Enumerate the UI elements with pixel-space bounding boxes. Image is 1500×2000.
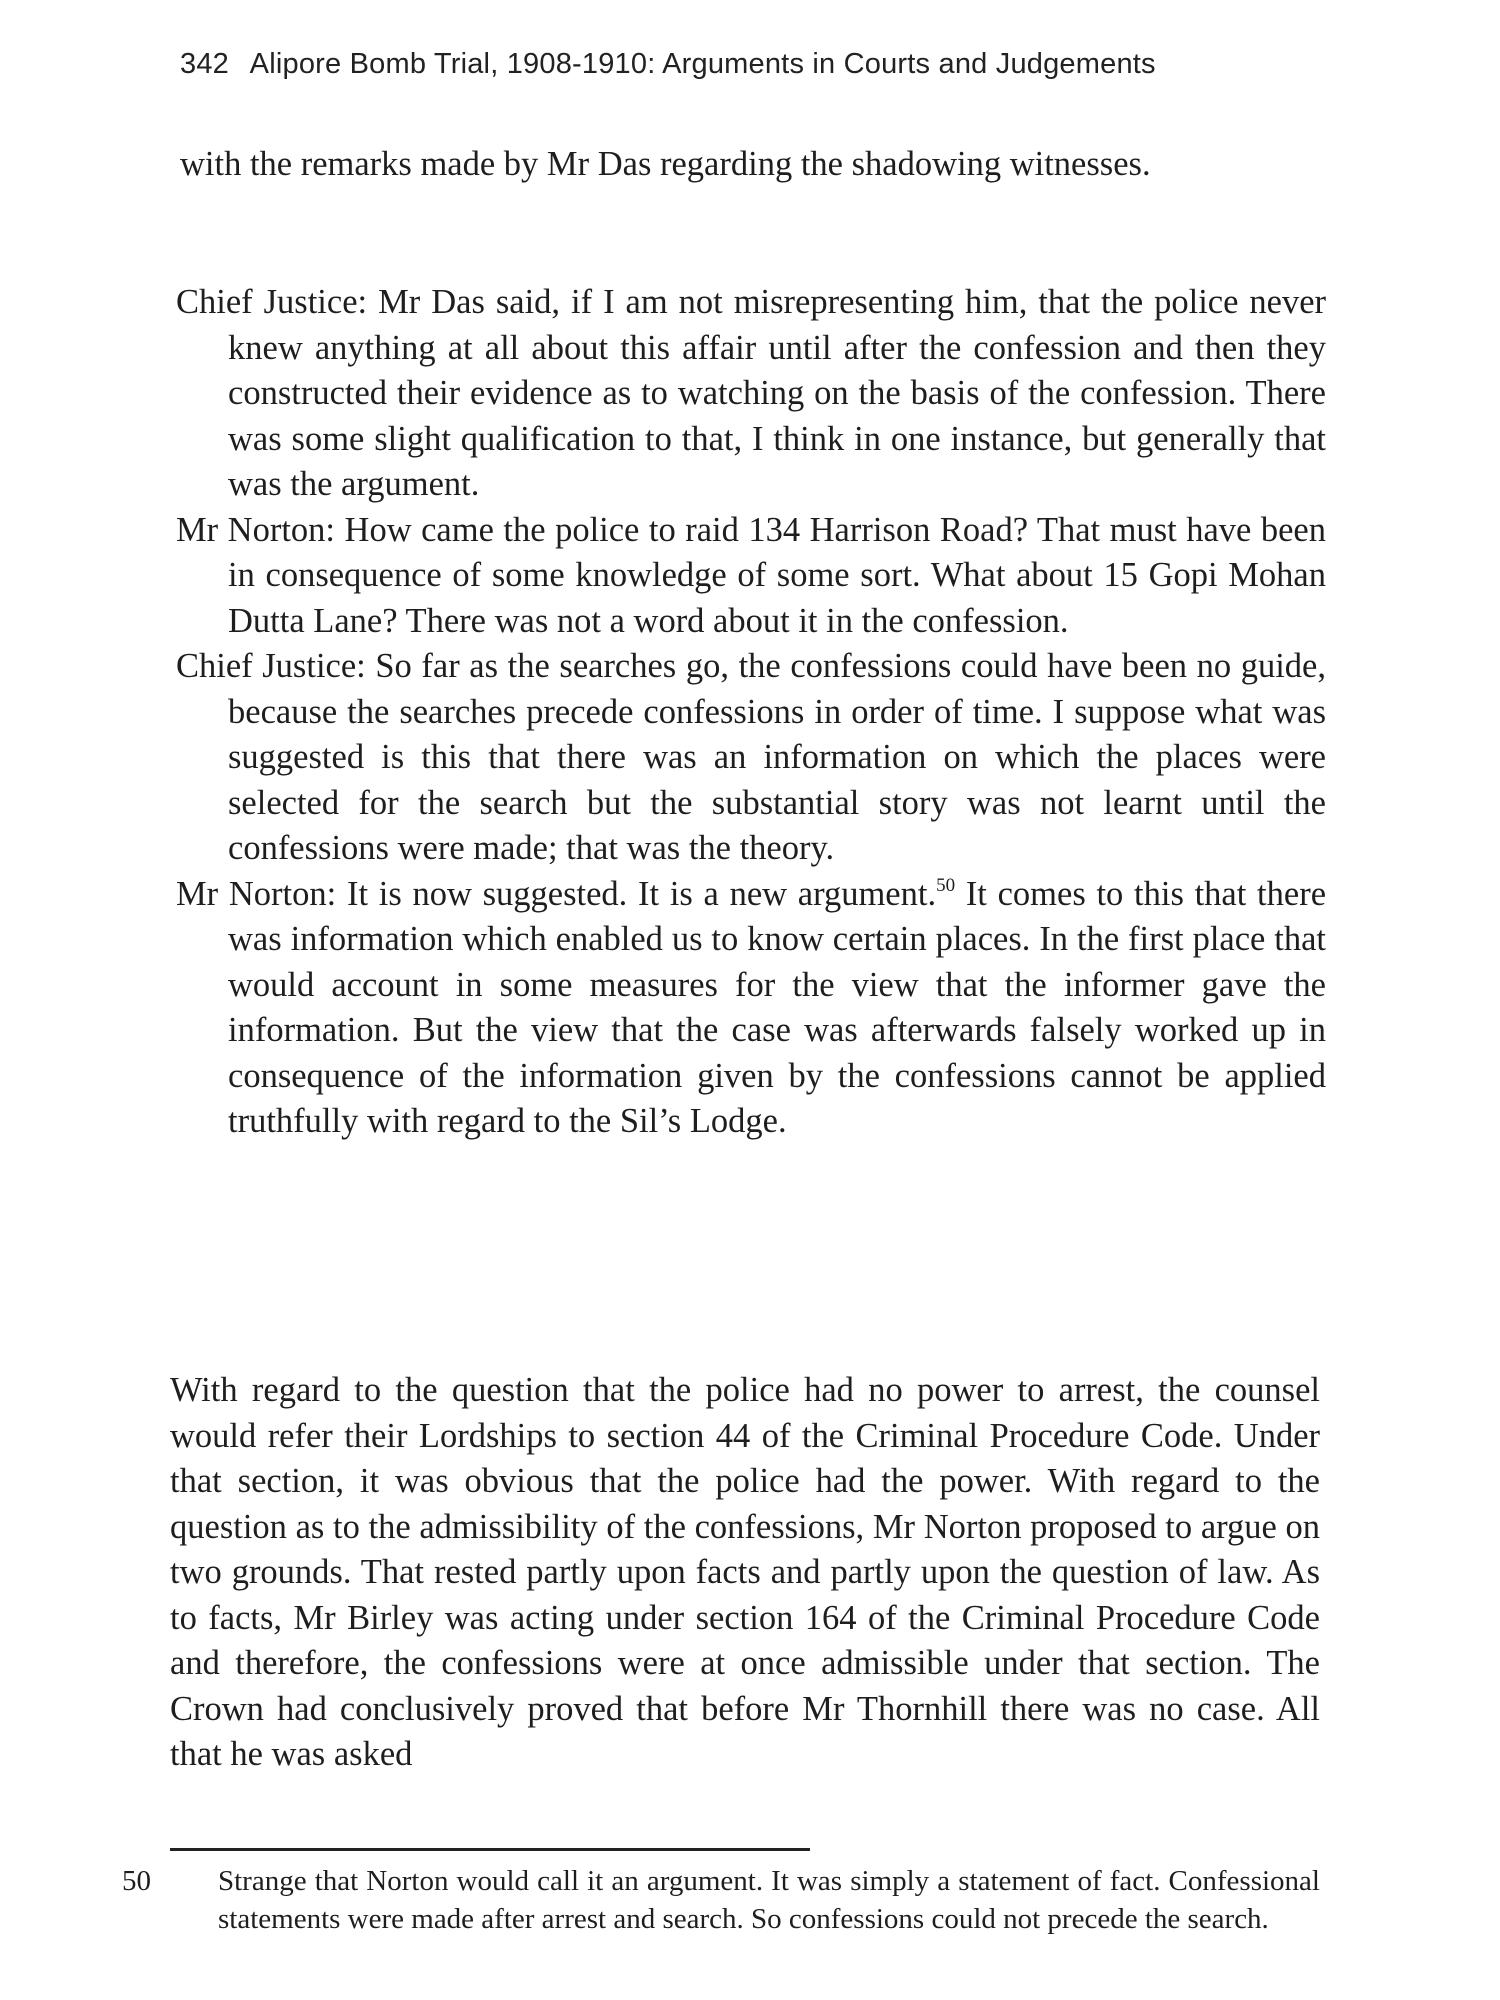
speech-text: It is now suggested. It is a new argument.: [346, 874, 937, 913]
footnote-number: 50: [122, 1865, 151, 1897]
narrative-text: With regard to the question that the police had no power to arrest, the counsel would refer their Lordships to section 44 of the Criminal Procedure Code. Under that section, it was obvious that the police had the power. With regard to the question as to the admissibility of the confessions, Mr Norton proposed to argue on two grounds. That rested partly upon facts and partly upon the question of law. As to facts, Mr Birley was acting under section 164 of the Criminal Procedure Code and therefore, the confessions were at once admissible under that section. The Crown had conclusively proved that before Mr Thornhill there was no case. All that he was asked: [170, 1371, 1320, 1773]
speech-text: How came the police to raid 134 Harrison Road? That must have been in consequence of some knowledge of some sort. What about 15 Gopi Mohan Dutta Lane? There was not a word about it in the confession.: [228, 510, 1326, 640]
intro-paragraph: with the remarks made by Mr Das regarding the shadowing witnesses.: [180, 145, 1151, 183]
speech-text-continued: It comes to this that there was information which enabled us to know certain places. In the first place that would account in some measures for the view that the informer gave the information. But the view that the case was afterwards falsely worked up in consequence of the information given by the confessions cannot be applied truthfully with regard to the Sil’s Lodge.: [228, 874, 1327, 1140]
dialogue-turn: [176, 872, 1326, 1145]
speaker-label: Mr Norton:: [176, 510, 336, 549]
dialogue-turn: [176, 644, 1326, 872]
running-header: [180, 48, 1156, 81]
footnote-reference[interactable]: 50: [936, 874, 956, 896]
footnote-separator: [170, 1848, 810, 1851]
speech-text: Mr Das said, if I am not misrepresenting him, that the police never knew anything at all about this affair until after the confession and then they constructed their evidence as to watching on the basis of the confession. There was some slight qualification to that, I think in one instance, but generally that was the argument.: [228, 283, 1327, 503]
speaker-label: Chief Justice:: [176, 647, 366, 685]
speaker-label: Chief Justice:: [176, 283, 368, 321]
footnote-text: Strange that Norton would call it an argument. It was simply a statement of fact. Confessional statements were made after arrest and search. So confessions could not precede the search.: [218, 1865, 1320, 1935]
speaker-label: Mr Norton:: [176, 874, 337, 913]
page-number: 342: [180, 48, 229, 80]
dialogue-turn: [176, 280, 1326, 508]
footnote: [122, 1862, 1320, 1938]
narrative-paragraph: [170, 1368, 1320, 1778]
running-title: Alipore Bomb Trial, 1908-1910: Arguments in Courts and Judgements: [249, 48, 1156, 80]
speech-text: So far as the searches go, the confessions could have been no guide, because the searches precede confessions in order of time. I suppose what was suggested is this that there was an information on which the places were selected for the search but the substantial story was not learnt until the confessions were made; that was the theory.: [228, 647, 1326, 867]
dialogue-turn: [176, 508, 1326, 645]
court-dialogue: [176, 280, 1326, 1145]
